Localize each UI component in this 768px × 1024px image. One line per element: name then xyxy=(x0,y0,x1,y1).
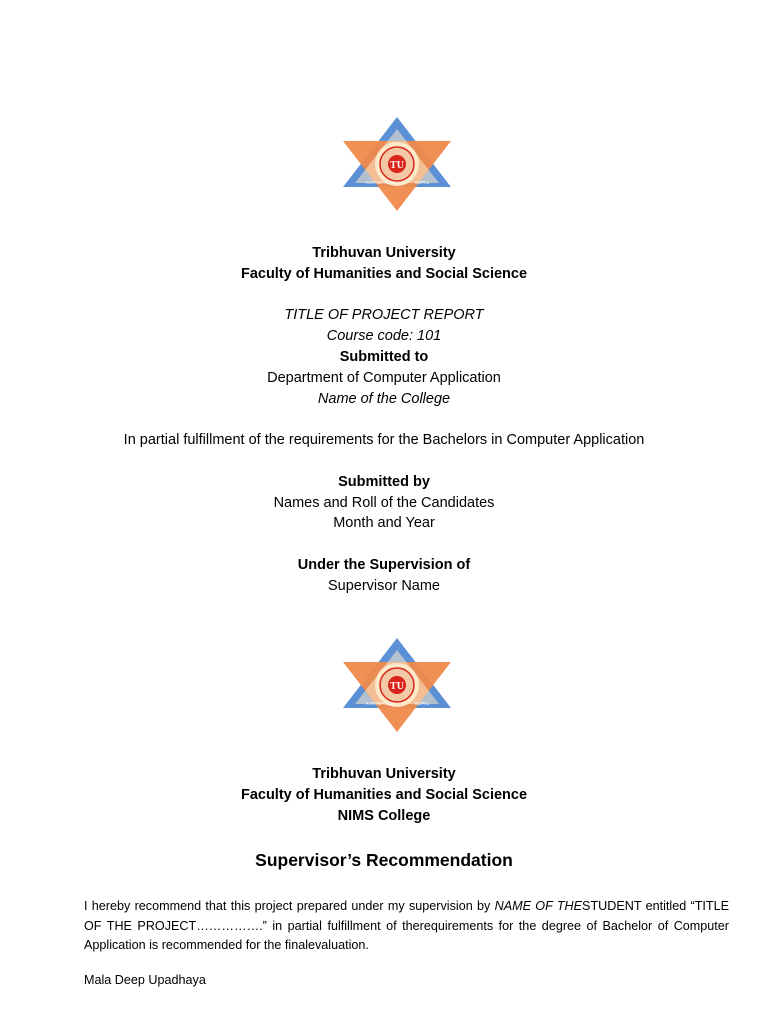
course-code: Course code: 101 xyxy=(326,328,442,345)
fulfillment-statement: In partial fulfillment of the requirements for the Bachelors in Computer Application xyxy=(123,432,645,449)
recommendation-body xyxy=(84,897,729,956)
recommendation-header-block xyxy=(0,764,768,826)
university-name-2: Tribhuvan University xyxy=(312,766,456,782)
cover-text-block xyxy=(0,243,768,597)
student-name-placeholder: NAME OF THE xyxy=(494,899,583,913)
university-name: Tribhuvan University xyxy=(312,245,456,261)
recommendation-body-part2: STUDENT entitled “TITLE OF THE PROJECT…………….” in partial fulfillment of therequirements for the degree of Bachelor of Computer Application is recommended for the finalevaluation. xyxy=(84,899,729,952)
submitted-by-label: Submitted by xyxy=(338,473,430,490)
svg-text:NEPAL: NEPAL xyxy=(415,180,430,185)
faculty-name-2: Faculty of Humanities and Social Science xyxy=(240,786,528,803)
report-title: TITLE OF PROJECT REPORT xyxy=(284,307,484,324)
tu-emblem-icon xyxy=(341,115,453,213)
recommendation-body-part1: I hereby recommend that this project prepared under my supervision by xyxy=(84,899,495,913)
faculty-name: Faculty of Humanities and Social Science xyxy=(240,265,528,282)
candidates-line: Names and Roll of the Candidates xyxy=(273,494,495,511)
svg-text:KATHMANDU: KATHMANDU xyxy=(366,701,395,706)
month-year-line: Month and Year xyxy=(333,515,435,532)
svg-text:NEPAL: NEPAL xyxy=(415,701,430,706)
tribhuvan-university-logo-2 xyxy=(341,636,453,734)
college-name-placeholder: Name of the College xyxy=(317,390,451,407)
college-name: NIMS College xyxy=(337,807,431,824)
svg-text:KATHMANDU: KATHMANDU xyxy=(366,180,395,185)
recommendation-heading: Supervisor’s Recommendation xyxy=(255,850,513,870)
tribhuvan-university-logo xyxy=(341,115,453,213)
signer-name: Mala Deep Upadhaya xyxy=(84,973,206,987)
supervision-label: Under the Supervision of xyxy=(297,556,471,573)
submitted-to-label: Submitted to xyxy=(339,348,429,365)
department-name: Department of Computer Application xyxy=(267,369,501,386)
svg-text:TU: TU xyxy=(390,681,404,692)
svg-text:TU: TU xyxy=(390,160,404,171)
tu-emblem-icon xyxy=(341,636,453,734)
supervisor-name: Supervisor Name xyxy=(327,577,440,594)
